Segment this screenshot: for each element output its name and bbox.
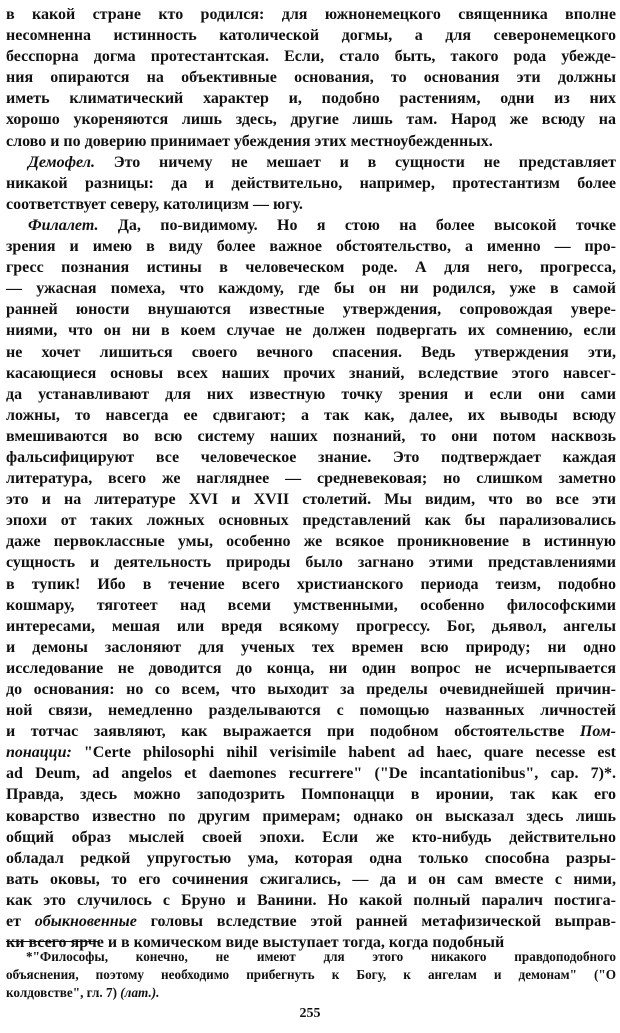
body-line: эпохи от таких ложных основных представлений как бы парализовались <box>6 512 616 530</box>
footnote-line: объяснения, поэтому необходимо прибегнуть к Богу, к ангелам и демонам" ("О <box>6 967 616 982</box>
body-line: понацци: "Certe philosophi nihil verisimile habent ad haec, quare necesse est <box>6 744 616 762</box>
body-line: как это случилось с Бруно и Ванини. Но какой полный паралич постига- <box>6 891 616 909</box>
body-line: ет обыкновенные головы вследствие этой ранней метафизической выправ- <box>6 913 617 931</box>
body-line: ной связи, немедленно разделываются с помощью названных личностей <box>6 702 616 720</box>
body-line: даже первоклассные умы, особенно же всякое проникновение в истинную <box>6 533 616 551</box>
body-line: это и на литературе XVI и XVII столетий. Мы видим, что во все эти <box>6 491 616 509</box>
body-line: кошмару, тяготеет над всеми умственными, особенно философскими <box>6 596 616 614</box>
body-line: никакой разницы: да и действительно, например, протестантизм более <box>6 174 616 192</box>
body-line: Демофел. Это ничему не мешает и в сущности не представляет <box>28 153 616 171</box>
page-number: 255 <box>299 1006 321 1021</box>
body-line: ложны, то навсегда ее сдвигают; а так как, далее, их выводы всюду <box>6 406 616 424</box>
body-line: иметь климатический характер и, подобно растениям, одни из них <box>6 90 616 108</box>
body-line: ранней юности внушаются известные утверждения, сопровождая увере- <box>6 301 616 319</box>
body-line: литература, всего же нагляднее — средневековая; но слишком заметно <box>6 470 616 488</box>
body-line: и тотчас заявляют, как выражается при подобном обстоятельстве Пом- <box>6 723 616 741</box>
footnote-line: колдовстве", гл. 7) (лат.). <box>6 985 160 1000</box>
body-line: несомненна истинность католической догмы, а для северонемецкого <box>6 27 616 45</box>
body-line: сущность и деятельность природы было загнано этими представлениями <box>6 554 616 572</box>
body-line: вать оковы, то его сочинения сжигались, — да и он сам вместе с ними, <box>6 870 616 888</box>
footnote <box>6 948 616 1002</box>
body-line: гресс познания истины в человеческом роде. А для него, прогресса, <box>6 259 616 277</box>
body-line: общий образ мыслей своей эпохи. Если же кто-нибудь действительно <box>6 828 616 846</box>
body-line: зрения и имею в виду более важное обстоятельство, а именно — про- <box>6 238 616 256</box>
body-line: соответствует северу, католицизм — югу. <box>6 195 303 213</box>
body-line: Правда, здесь можно заподозрить Помпонацци в иронии, так как его <box>6 786 616 804</box>
body-line: Филалет. Да, по-видимому. Но я стою на более высокой точке <box>28 216 616 234</box>
body-line: и демоны заслоняют для ученых тех времен всю природу; ни одно <box>6 638 616 656</box>
body-line: интересами, мешая или вредя всякому прогрессу. Бог, дьявол, ангелы <box>6 617 616 635</box>
body-line: коварство известно по другим примерам; однако он высказал здесь лишь <box>6 807 616 825</box>
body-line: бесспорна догма протестантская. Если, стало быть, такого рода убежде- <box>6 48 616 66</box>
body-line: ad Deum, ad angelos et daemones recurrere" ("De incantationibus", cap. 7)*. <box>6 765 616 783</box>
body-line: да устанавливают для них известную точку зрения и если они сами <box>6 385 616 403</box>
body-line: ниями, что он ни в коем случае не должен подвергать их сомнению, если <box>6 322 616 340</box>
body-line: хорошо укореняются лишь здесь, другие лишь там. Народ же всюду на <box>6 111 616 129</box>
body-line: не хочет лишиться своего вечного спасения. Ведь утверждения эти, <box>6 343 616 361</box>
body-line: в какой стране кто родился: для южнонемецкого священника вполне <box>6 6 616 23</box>
body-line: ки всего ярче и в комическом виде выступает тогда, когда подобный <box>6 934 505 952</box>
footnote-line: *"Философы, конечно, не имеют для этого никакого правдоподобного <box>26 949 616 964</box>
body-line: — ужасная помеха, что каждому, где бы он ни родился, уже в самой <box>6 280 616 298</box>
body-line: слово и по доверию принимает убеждения этих местноубежденных. <box>6 132 493 150</box>
body-line: обладал редкой упругостью ума, которая одна только способна разры- <box>6 849 616 867</box>
body-line: исследование не доводится до конца, ни один вопрос не исчерпывается <box>6 659 616 677</box>
body-line: в тупик! Ибо в течение всего христианского периода теизм, подобно <box>6 575 616 593</box>
body-line: ния опираются на объективные основания, то основания эти должны <box>6 69 616 87</box>
body-line: вмешиваются во всю систему наших познаний, то они потом насквозь <box>6 427 616 445</box>
body-line: до основания: но со всем, что выходит за пределы очевиднейшей причин- <box>6 681 616 698</box>
body-line: фальсифицируют все человеческое знание. Это подтверждает каждая <box>6 448 616 466</box>
footnote-rule <box>6 941 98 942</box>
body-line: касающиеся основы всех наших прочих знаний, вследствие этого навсег- <box>6 364 616 382</box>
body-text <box>6 4 616 953</box>
